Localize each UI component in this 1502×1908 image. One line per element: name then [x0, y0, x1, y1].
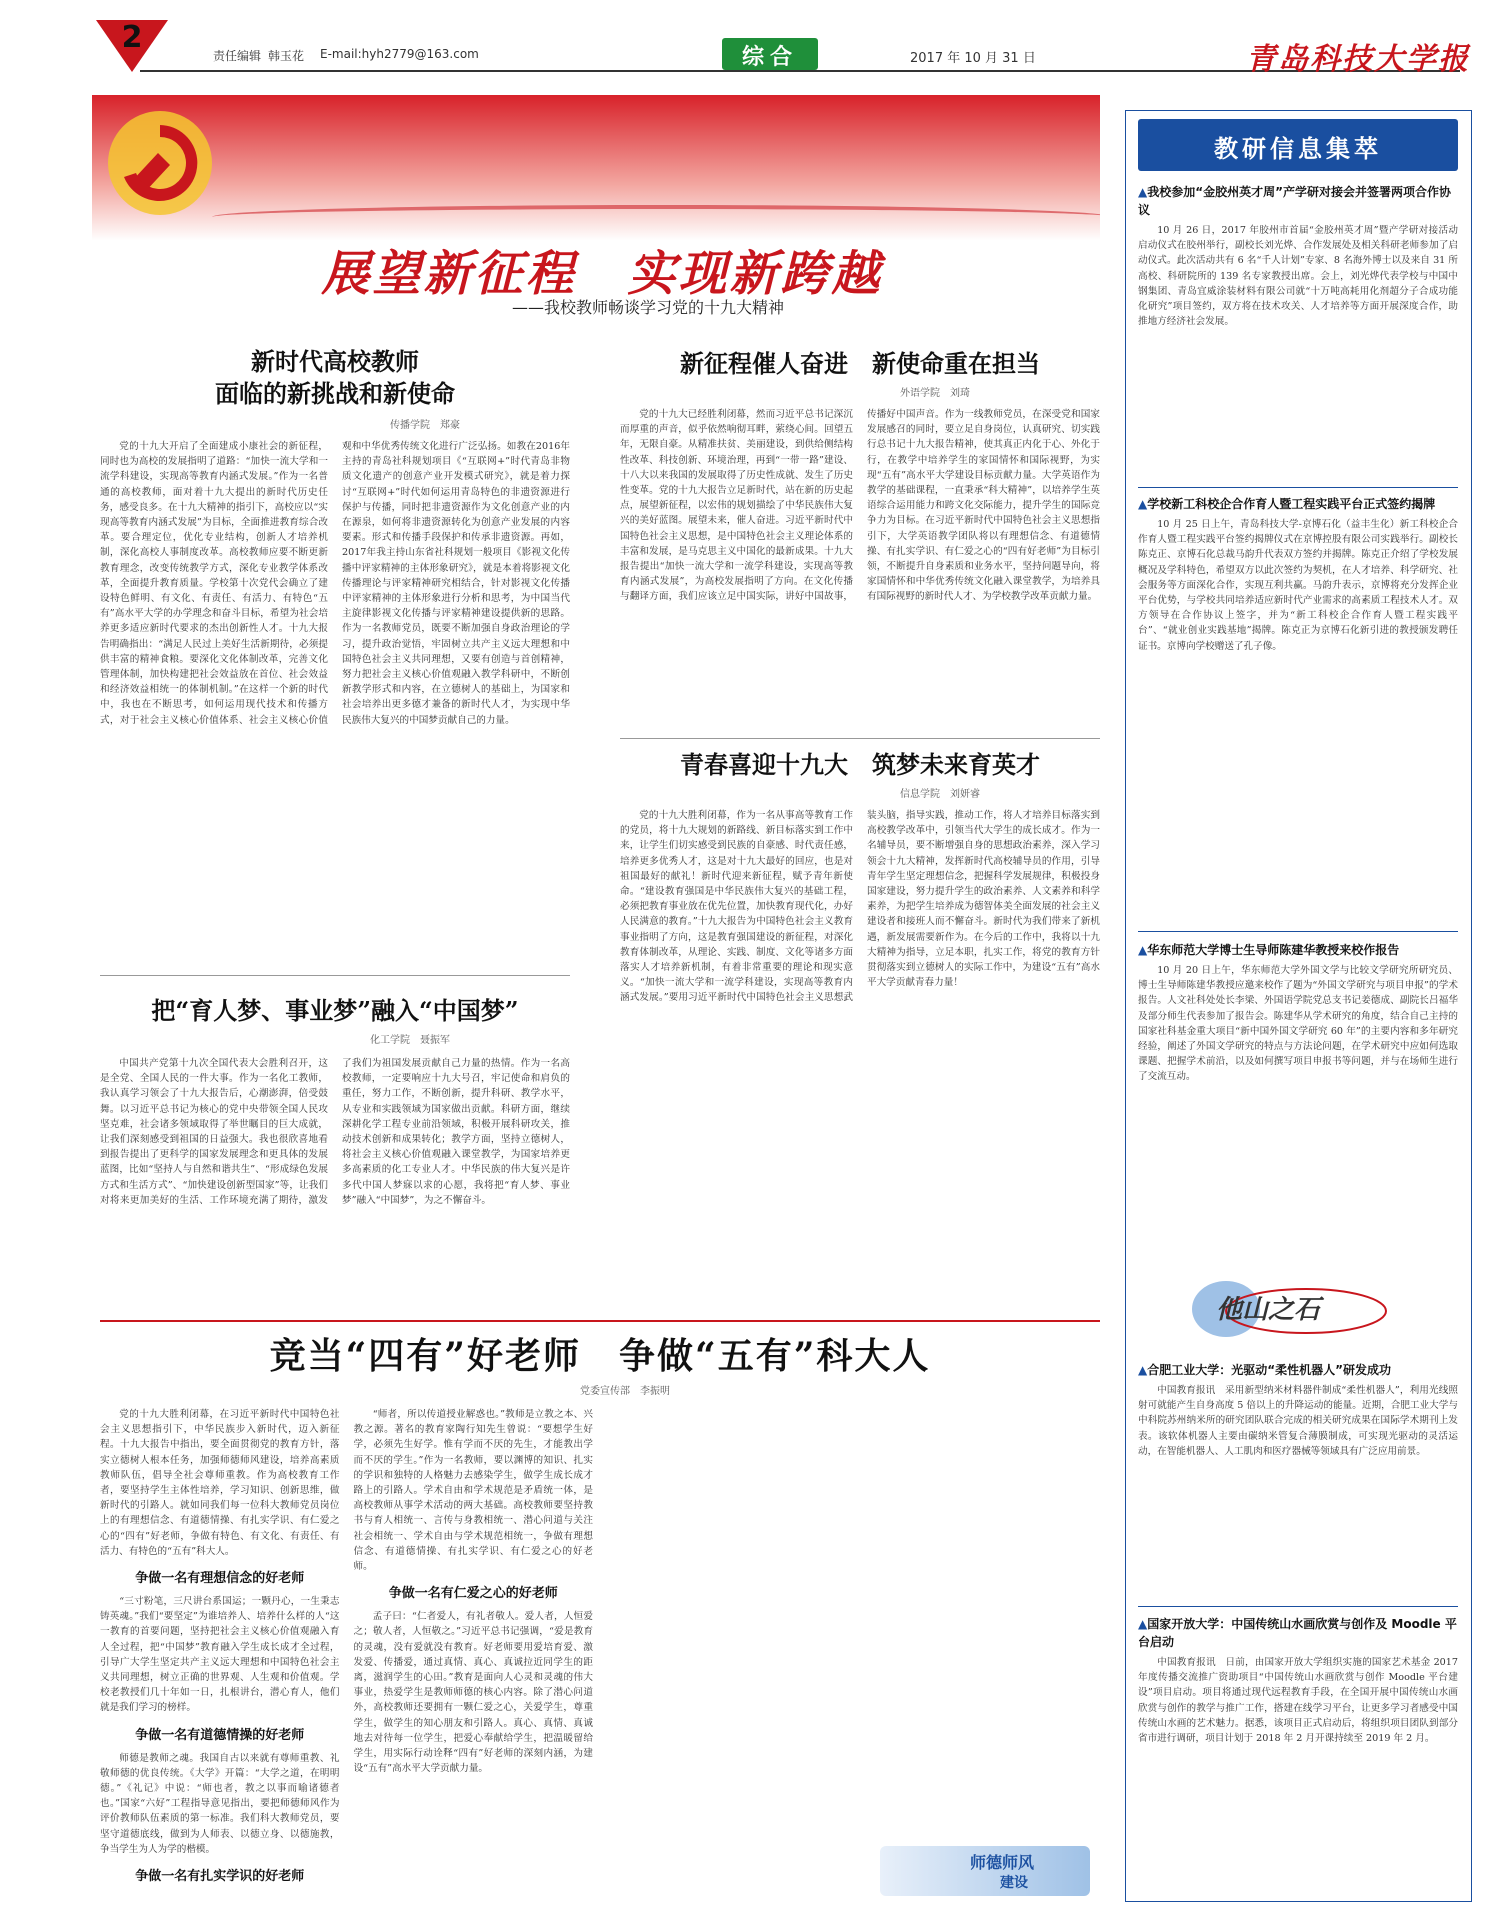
article-chinese-dream [100, 985, 570, 1320]
subsection-body-4: 孟子曰：“仁者爱人，有礼者敬人。爱人者，人恒爱之；敬人者，人恒敬之。”习近平总书记强调，“爱是教育的灵魂，没有爱就没有教育。好老师要用爱培育爱、激发爱、传播爱，通过真情、真心、真诚拉近同学生的距离，滋润学生的心田。”教育是面向人心灵和灵魂的伟大事业，热爱学生是教师师德的核心内容。除了潜心问道外，高校教师还要拥有一颗仁爱之心，关爱学生，尊重学生，做学生的知心朋友和引路人。真心、真情、真诚地去对待每一位学生，把爱心奉献给学生，把温暖留给学生，用实际行动诠释“四有”好老师的深刻内涵，为建设“五有”高水平大学贡献力量。 [353, 1611, 593, 1775]
sidebar-item-body: 10 月 26 日，2017 年胶州市首届“金胶州英才周”暨产学研对接活动启动仪式在胶州举行，副校长刘光烨、合作发展处及相关科研老师参加了启动仪式。此次活动共有 6 名“千人计划”专家、8 名海外博士以及来自 31 所高校、科研院所的 139 名专家教授出席。会上，刘光烨代表学校与中国中钢集团、青岛宜威涂装材料有限公司就“十万吨高耗用化剂超分子合成功能化研究”项目签约，双方将在技术攻关、人才培养等方面开展深度合作，助推地方经济社会发展。 [1138, 225, 1458, 328]
article-title-line1: 新时代高校教师 [251, 347, 419, 376]
editor-name: 韩玉花 [268, 49, 305, 63]
issue-date: 2017 年 10 月 31 日 [910, 51, 1036, 66]
article-byline: 外语学院 刘琦 [900, 388, 970, 399]
sidebar-item [1138, 495, 1458, 925]
sidebar-item-title: 国家开放大学：中国传统山水画欣赏与创作及 Moodle 平台启动 [1138, 1617, 1457, 1649]
article-title: 青春喜迎十九大 筑梦未来育英才 [680, 750, 1040, 779]
article-four-five [100, 1326, 1100, 1896]
sidebar-item [1138, 1361, 1458, 1601]
sidebar [1125, 110, 1472, 1902]
article-title: 把“育人梦、事业梦”融入“中国梦” [151, 996, 519, 1025]
divider [1138, 487, 1458, 488]
triangle-icon: ▲ [1138, 185, 1148, 199]
page-number: 2 [121, 20, 143, 55]
banner-title: 展望新征程 实现新跨越 [321, 246, 883, 302]
article-byline: 党委宣传部 李振明 [580, 1386, 670, 1397]
divider [100, 975, 570, 976]
triangle-icon: ▲ [1138, 943, 1148, 957]
subsection-body-3: “师者，所以传道授业解惑也。”教师是立教之本、兴教之源。著名的教育家陶行知先生曾说：“要想学生好学，必须先生好学。惟有学而不厌的先生，才能教出学而不厌的学生。”作为一名教师，要以渊博的知识、扎实的学识和独特的人格魅力去感染学生，做学生成长成才路上的引路人。学术自由和学术规范是矛盾统一体，是高校教师从事学术活动的两大基础。高校教师要坚持教书与育人相统一、言传与身教相统一、潜心问道与关注社会相统一、学术自由与学术规范相统一，争做有理想信念、有道德情操、有扎实学识、有仁爱之心的好老师。 [353, 1409, 593, 1573]
article-youth-dream [620, 745, 1100, 1315]
sidebar-item-body: 中国教育报讯 采用新型纳米材料器件制成“柔性机器人”，利用光线照射可就能产生自身高度 5 倍以上的升降运动的能量。近期，合肥工业大学与中科院苏州纳米所的研究团队联合完成的相关研究成果在国际学术期刊上发表。该软体机器人主要由碳纳米管复合薄膜制成，可实现光驱动的灵活运动，在智能机器人、人工肌肉和医疗器械等领域具有广泛应用前景。 [1138, 1385, 1458, 1457]
divider [620, 738, 1100, 739]
triangle-icon: ▲ [1138, 497, 1148, 511]
shide-line1: 师德师风 [970, 1853, 1035, 1872]
subsection-title-2: 争做一名有道德情操的好老师 [135, 1727, 305, 1743]
article-new-journey [620, 340, 1100, 732]
sidebar-item-title: 我校参加“金胶州英才周”产学研对接会并签署两项合作协议 [1138, 185, 1452, 217]
article-title-line2: 面临的新挑战和新使命 [215, 379, 455, 408]
shide-line2: 建设 [1000, 1875, 1028, 1891]
party-emblem [100, 103, 220, 223]
article-byline: 信息学院 刘妍睿 [900, 789, 980, 800]
tashan-label: 他山之石 [1216, 1295, 1321, 1325]
sidebar-item [1138, 183, 1458, 483]
editor-email: E-mail:hyh2779@163.com [320, 47, 479, 61]
banner-subtitle: ——我校教师畅谈学习党的十九大精神 [512, 298, 785, 317]
section-title: 综合 [741, 45, 798, 70]
article-body: 党的十九大已经胜利闭幕，然而习近平总书记深沉而厚重的声音，似乎依然响彻耳畔，萦绕心间。回望五年，无限自豪。从精准扶贫、美丽建设，到供给侧结构性改革、科技创新、环境治理，再到“一带一路”建设、十八大以来我国的发展取得了历史性成就、发生了历史性变革。党的十九大报告立足新时代，站在新的历史起点，展望新征程，以宏伟的规划描绘了中华民族伟大复兴的美好蓝图。展望未来，催人奋进。习近平新时代中国特色社会主义思想，是中国特色社会主义理论体系的丰富和发展，是马克思主义中国化的最新成果。十九大报告提出“加快一流大学和一流学科建设，实现高等教育内涵式发展”，为高校发展指明了方向。在文化传播与翻译方面，我们应该立足中国实际，讲好中国故事，传播好中国声音。作为一线教师党员，在深受党和国家发展感召的同时，要立足自身岗位，认真研究、切实践行总书记十九大报告精神，使其真正内化于心、外化于行，在教学中培养学生的家国情怀和国际视野，为实现“五有”高水平大学建设目标贡献力量。大学英语作为教学的基础课程，一直秉承“科大精神”，以培养学生英语综合运用能力和跨文化交际能力，提升学生的国际竞争力为目标。在习近平新时代中国特色社会主义思想指引下，大学英语教学团队将以有理想信念、有道德情操、有扎实学识、有仁爱之心的“四有好老师”为目标引领，不断提升自身素质和业务水平，坚持问题导向，将家国情怀和中华优秀传统文化融入课堂教学，为培养具有国际视野的新时代人才、为学校教学改革贡献力量。 [620, 409, 1100, 603]
article-byline: 传播学院 郑豪 [390, 420, 460, 431]
article-columns [100, 1407, 1100, 1885]
banner-swoosh [212, 205, 1100, 229]
divider [1138, 931, 1458, 932]
shide-decoration [880, 1846, 1090, 1896]
article-body: 党的十九大胜利闭幕，作为一名从事高等教育工作的党员，将十九大规划的新路线、新目标落实到工作中来，让学生们切实感受到民族的自豪感、时代责任感，培养更多优秀人才，这是对十九大最好的回应，也是对祖国最好的献礼！新时代迎来新征程，赋予青年新使命。“建设教育强国是中华民族伟大复兴的基础工程，必须把教育事业放在优先位置，加快教育现代化，办好人民满意的教育。”十九大报告为中国特色社会主义教育事业指明了方向，这是教育强国建设的新征程，对深化教育体制改革，从理论、实践、制度、文化等诸多方面落实人才培养新机制，有着非常重要的理论和现实意义。“加快一流大学和一流学科建设，实现高等教育内涵式发展。”要用习近平新时代中国特色社会主义思想武装头脑，指导实践，推动工作，将人才培养目标落实到高校教学改革中，引领当代大学生的成长成才。作为一名辅导员，要不断增强自身的思想政治素养，深入学习领会十九大精神，发挥新时代高校辅导员的作用，引导青年学生坚定理想信念，把握科学发展规律，积极投身国家建设，努力提升学生的政治素养、人文素养和科学素养，为把学生培养成为德智体美全面发展的社会主义建设者和接班人而不懈奋斗。新时代为我们带来了新机遇，新发展需要新作为。在今后的工作中，我将以十九大精神为指导，立足本职，扎实工作，将党的教育方针贯彻落实到立德树人的实际工作中，为建设“五有”高水平大学贡献青春力量！ [620, 810, 1100, 1004]
triangle-icon: ▲ [1138, 1363, 1148, 1377]
subsection-body-1: “三寸粉笔，三尺讲台系国运；一颗丹心，一生秉志铸英魂。”我们“要坚定”为谁培养人、培养什么样的人“这一教育的首要问题，坚持把社会主义核心价值观融入育人全过程，把“中国梦”教育融入学生成长成才全过程，引导广大学生坚定共产主义远大理想和中国特色社会主义共同理想，树立正确的世界观、人生观和价值观。学校老教授们几十年如一日，扎根讲台，潜心育人，他们就是我们学习的榜样。 [100, 1596, 340, 1714]
subsection-title-4: 争做一名有仁爱之心的好老师 [388, 1586, 558, 1602]
page-header [0, 0, 1502, 80]
article-byline: 化工学院 聂振军 [370, 1035, 450, 1046]
triangle-icon: ▲ [1138, 1617, 1148, 1631]
subsection-title-1: 争做一名有理想信念的好老师 [135, 1571, 305, 1587]
sidebar-item-title: 学校新工科校企合作育人暨工程实践平台正式签约揭牌 [1147, 497, 1436, 511]
sidebar-item-body: 10 月 20 日上午，华东师范大学外国文学与比较文学研究所研究员、博士生导师陈建华教授应邀来校作了题为“外国文学研究与项目申报”的学术报告。人文社科处处长李梁、外国语学院党总支书记姜德成、副院长吕福华及部分师生代表参加了报告会。陈建华从学术研究的角度，结合自己主持的国家社科基金重大项目“新中国外国文学研究 60 年”的主要内容和多年研究经验，阐述了外国文学研究的特点与方法论问题，在学术研究中应如何选取课题、把握学术前沿，以及如何撰写项目申报书等问题，并与在场师生进行了交流互动。 [1138, 965, 1458, 1083]
divider [100, 1320, 1100, 1322]
banner [92, 95, 1100, 330]
sidebar-item-title: 合肥工业大学：光驱动“柔性机器人”研发成功 [1147, 1363, 1392, 1377]
article-body: 党的十九大开启了全面建成小康社会的新征程，同时也为高校的发展指明了道路：“加快一流大学和一流学科建设，实现高等教育内涵式发展。”作为一名普通的高校教师，面对着十九大提出的新时代历史任务，感受良多。在十九大精神的指引下，高校应以“实现高等教育内涵式发展”为目标，全面推进教育综合改革。要合理定位，优化专业结构，创新人才培养机制，深化高校人事制度改革。高校教师应要不断更新教育理念，改变传统教学方式，深化专业教学体系改革，全面提升教育质量。学校第十次党代会确立了建设特色鲜明、有文化、有责任、有活力、有特色“五有”高水平大学的办学理念和奋斗目标，希望为社会培养更多适应新时代要求的杰出创新性人才。十九大报告明确指出：“满足人民过上美好生活新期待，必须提供丰富的精神食粮。要深化文化体制改革，完善文化管理体制，加快构建把社会效益放在首位、社会效益和经济效益相统一的体制机制。”在这样一个新的时代中，我也在不断思考，如何运用现代技术和传播方式，对于社会主义核心价值体系、社会主义核心价值观和中华优秀传统文化进行广泛弘扬。如教在2016年主持的青岛社科规划项目《“互联网+”时代青岛非物质文化遗产的创意产业开发模式研究》，就是着力探讨“互联网+”时代如何运用青岛特色的非遗资源进行保护与传播，同时把非遗资源作为文化创意产业的内在源泉，如何将非遗资源转化为创意产业发展的内容要素。形式和传播手段保护和传承非遗资源。再如，2017年我主持山东省社科规划一般项目《影视文化传播中评家精神的主体形象研究》，就是本着将影视文化传播理论与评家精神研究相结合，针对影视文化传播中评家精神的主体形象进行分析和思考，为中国当代主旋律影视文化传播与评家精神建设提供新的思路。作为一名教师党员，既要不断加强自身政治理论的学习，提升政治觉悟，牢固树立共产主义远大理想和中国特色社会主义共同理想，又要有创造与首创精神，努力把社会主义核心价值观融入教学科研中，不断创新教学形式和内容，在立德树人的基础上，为国家和社会培养出更多德才兼备的新时代人才，为实现中华民族伟大复兴的中国梦贡献自己的力量。 [100, 441, 570, 726]
editor-label: 责任编辑 [213, 49, 262, 63]
article-intro: 党的十九大胜利闭幕，在习近平新时代中国特色社会主义思想指引下，中华民族步入新时代，迈入新征程。十九大报告中指出，要全面贯彻党的教育方针，落实立德树人根本任务，加强师德师风建设，培养高素质教师队伍，倡导全社会尊师重教。作为高校教育工作者，要坚持学生主体性培养，学习知识、创新思维，做新时代的引路人。就如同我们每一位科大教师党员岗位上的有理想信念、有道德情操、有扎实学识、有仁爱之心的“四有”好老师，争做有特色、有文化、有责任、有活力、有特色的“五有”科大人。 [100, 1409, 340, 1557]
tashan-banner [1186, 1271, 1426, 1341]
article-new-era-teachers [100, 340, 570, 915]
subsection-title-3: 争做一名有扎实学识的好老师 [135, 1869, 305, 1885]
sidebar-header-title: 教研信息集萃 [1214, 134, 1382, 163]
divider [1138, 1606, 1458, 1607]
article-title: 新征程催人奋进 新使命重在担当 [680, 349, 1040, 378]
sidebar-item-body: 中国教育报讯 日前，由国家开放大学组织实施的国家艺术基金 2017 年度传播交流推广资助项目“中国传统山水画欣赏与创作 Moodle 平台建设”项目启动。项目将通过现代远程教育手段，在全国开展中国传统山水画欣赏与创作的教学与推广工作，搭建在线学习平台，让更多学习者感受中国传统山水画的艺术魅力。据悉，该项目正式启动后，将组织项目团队到部分省市进行调研，项目计划于 2018 年 2 月开课持续至 2019 年 2 月。 [1138, 1657, 1458, 1745]
subsection-body-2: 师德是教师之魂。我国自古以来就有尊师重教、礼敬师德的优良传统。《大学》开篇：“大学之道，在明明德。”《礼记》中说：“师也者，教之以事而喻诸德者也。”国家“六好”工程指导意见指出，要把师德师风作为评价教师队伍素质的第一标准。我们科大教师党员，要坚守道德底线，做到为人师表、以德立身、以德施教，争当学生为人为学的楷模。 [100, 1752, 340, 1855]
sidebar-item [1138, 941, 1458, 1241]
article-title: 竞当“四有”好老师 争做“五有”科大人 [269, 1335, 931, 1377]
masthead: 青岛科技大学报 [1246, 42, 1470, 77]
sidebar-item-body: 10 月 25 日上午，青岛科技大学-京博石化（益丰生化）新工科校企合作育人暨工程实践平台签约揭牌仪式在京博控股有限公司实践举行。副校长陈克正、京博石化总裁马韵升代表双方签约并揭牌。陈克正介绍了学校发展概况及学科特色，希望双方以此次签约为契机，在人才培养、科学研究、社会服务等方面深化合作，实现互利共赢。马韵升表示，京博将充分发挥企业平台优势，与学校共同培养适应新时代产业需求的高素质工程技术人才。双方领导在合作协议上签字，并为“新工科校企合作育人暨工程实践平台”、“就业创业实践基地”揭牌。陈克正为京博石化新引进的教授颁发聘任证书。京博向学校赠送了孔子像。 [1138, 519, 1458, 652]
article-body: 中国共产党第十九次全国代表大会胜利召开，这是全党、全国人民的一件大事。作为一名化工教师，我认真学习领会了十九大报告后，心潮澎湃，倍受鼓舞。以习近平总书记为核心的党中央带领全国人民攻坚克难，社会诸多领域取得了举世瞩目的巨大成就，让我们深刻感受到祖国的日益强大。我也很欣喜地看到报告提出了更科学的国家发展理念和更具体的发展蓝图，比如“坚持人与自然和谐共生”、“形成绿色发展方式和生活方式”、“加快建设创新型国家”等，让我们对将来更加美好的生活、工作环境充满了期待，激发了我们为祖国发展贡献自己力量的热情。作为一名高校教师，一定要响应十九大号召，牢记使命和肩负的重任，努力工作，不断创新，提升科研、教学水平，从专业和实践领域为国家做出贡献。科研方面，继续深耕化学工程专业前沿领域，积极开展科研攻关，推动技术创新和成果转化；教学方面，坚持立德树人，将社会主义核心价值观融入课堂教学，为国家培养更多高素质的化工专业人才。中华民族的伟大复兴是许多代中国人梦寐以求的心愿，我将把“育人梦、事业梦”融入“中国梦”，为之不懈奋斗。 [100, 1058, 570, 1206]
sidebar-item [1138, 1615, 1458, 1891]
sidebar-item-title: 华东师范大学博士生导师陈建华教授来校作报告 [1147, 943, 1400, 957]
